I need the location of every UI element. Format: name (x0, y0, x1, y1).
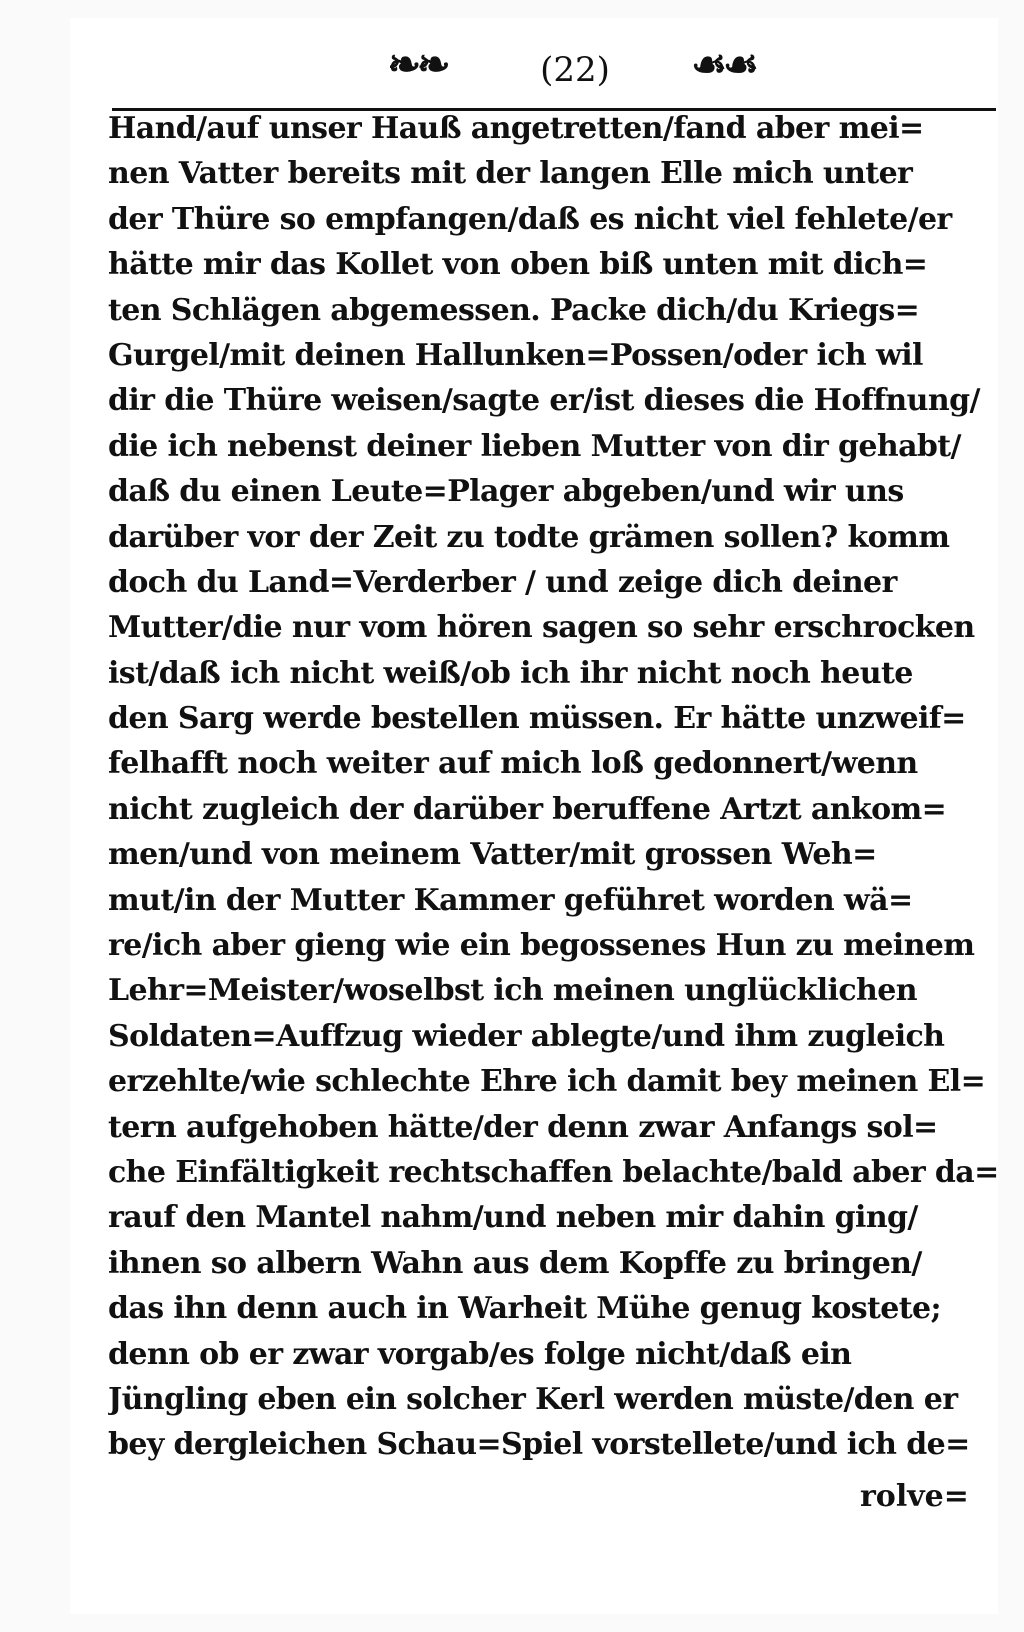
left-ornament-icon: ❧❧ (387, 41, 447, 88)
body-text (108, 106, 1004, 1468)
text-line: hätte mir das Kollet von oben biß unten mit dich= (108, 247, 928, 283)
text-line: ten Schlägen abgemessen. Packe dich/du Kriegs= (108, 292, 920, 328)
text-line: erzehlte/wie schlechte Ehre ich damit bey meinen El= (108, 1064, 986, 1100)
text-line: tern aufgehoben hätte/der denn zwar Anfangs sol= (108, 1109, 938, 1145)
text-line: mut/in der Mutter Kammer geführet worden wä= (108, 882, 913, 918)
text-line: das ihn denn auch in Warheit Mühe genug kostete; (108, 1291, 942, 1327)
text-line: der Thüre so empfangen/daß es nicht viel fehlete/er (108, 201, 952, 237)
text-line: Mutter/die nur vom hören sagen so sehr erschrocken (108, 610, 975, 646)
page-number: (22) (540, 50, 610, 90)
text-line: doch du Land=Verderber / und zeige dich deiner (108, 564, 897, 600)
catchword: rolve= (860, 1479, 969, 1514)
text-line: felhafft noch weiter auf mich loß gedonnert/wenn (108, 746, 918, 782)
text-line: den Sarg werde bestellen müssen. Er hätte unzweif= (108, 701, 966, 737)
text-line: dir die Thüre weisen/sagte er/ist dieses die Hoffnung/ (108, 383, 980, 419)
text-line: bey dergleichen Schau=Spiel vorstellete/und ich de= (108, 1427, 970, 1463)
text-line: Hand/auf unser Hauß angetretten/fand aber mei= (108, 111, 924, 146)
text-line: che Einfältigkeit rechtschaffen belachte/bald aber da= (108, 1154, 999, 1190)
text-line: Gurgel/mit deinen Hallunken=Possen/oder ich wil (108, 337, 923, 373)
text-line: men/und von meinem Vatter/mit grossen Weh= (108, 837, 877, 873)
text-line: Jüngling eben ein solcher Kerl werden müste/den er (108, 1381, 958, 1417)
text-line: Lehr=Meister/woselbst ich meinen unglücklichen (108, 973, 917, 1009)
text-line: ihnen so albern Wahn aus dem Kopffe zu bringen/ (108, 1245, 922, 1281)
page-header (0, 36, 1024, 96)
text-line: ist/daß ich nicht weiß/ob ich ihr nicht noch heute (108, 655, 913, 691)
text-line: denn ob er zwar vorgab/es folge nicht/daß ein (108, 1336, 852, 1372)
text-line: darüber vor der Zeit zu todte grämen sollen? komm (108, 519, 950, 555)
text-line: nen Vatter bereits mit der langen Elle mich unter (108, 156, 913, 192)
text-line: daß du einen Leute=Plager abgeben/und wir uns (108, 474, 904, 510)
text-line: nicht zugleich der darüber beruffene Artzt ankom= (108, 791, 947, 827)
text-line: rauf den Mantel nahm/und neben mir dahin ging/ (108, 1200, 918, 1236)
text-line: re/ich aber gieng wie ein begossenes Hun zu meinem (108, 928, 975, 964)
text-line: Soldaten=Auffzug wieder ablegte/und ihm zugleich (108, 1018, 945, 1054)
right-ornament-icon: ☙☙ (691, 41, 755, 88)
text-line: die ich nebenst deiner lieben Mutter von dir gehabt/ (108, 428, 961, 464)
